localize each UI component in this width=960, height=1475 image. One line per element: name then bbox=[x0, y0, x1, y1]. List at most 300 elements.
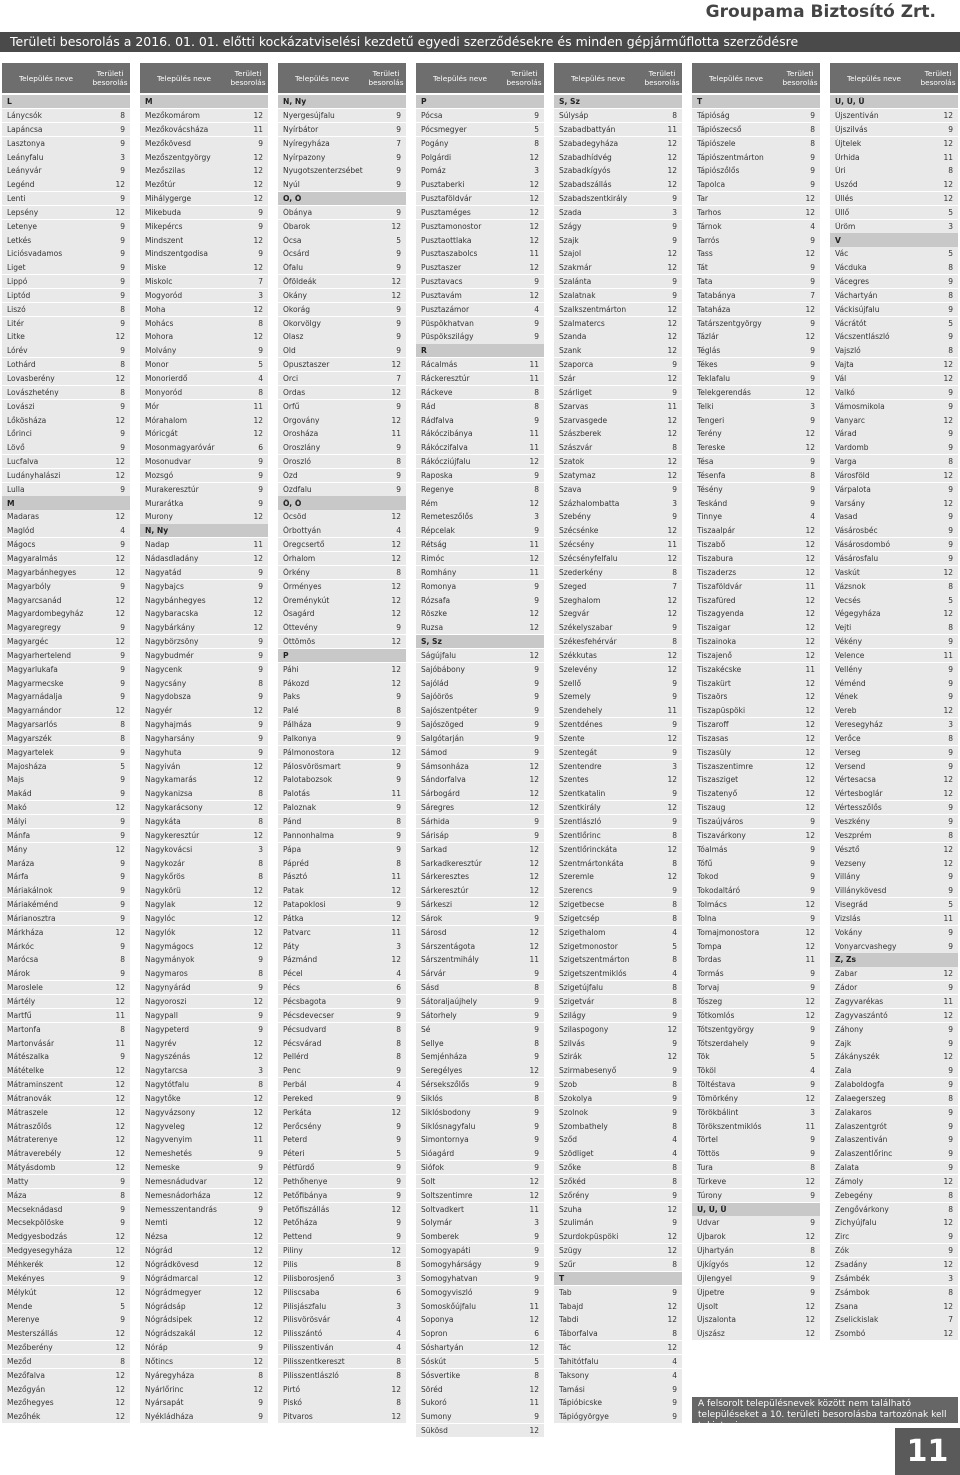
settlement-name: Tormás bbox=[697, 969, 724, 979]
territory-class: 9 bbox=[396, 124, 401, 134]
settlement-name: Tiszasziget bbox=[697, 775, 739, 785]
territory-class: 9 bbox=[810, 1149, 815, 1159]
table-row bbox=[692, 164, 820, 177]
territory-class: 12 bbox=[253, 235, 263, 245]
territory-class: 9 bbox=[396, 803, 401, 813]
table-row bbox=[830, 566, 958, 579]
table-row bbox=[2, 1369, 130, 1382]
territory-class: 12 bbox=[253, 1260, 263, 1270]
settlement-name: Letkés bbox=[7, 235, 32, 245]
settlement-name: Martonfa bbox=[7, 1024, 41, 1034]
territory-class: 9 bbox=[120, 900, 125, 910]
settlement-name: Nagylók bbox=[145, 927, 176, 937]
settlement-name: Zalaegerszeg bbox=[835, 1093, 886, 1103]
table-row bbox=[692, 386, 820, 399]
territory-class: 12 bbox=[667, 180, 677, 190]
territory-class: 9 bbox=[534, 720, 539, 730]
table-row bbox=[416, 1133, 544, 1146]
settlement-name: Mágocs bbox=[7, 540, 36, 550]
settlement-name: Szatymaz bbox=[559, 470, 596, 480]
territory-class: 12 bbox=[253, 110, 263, 120]
territory-class: 9 bbox=[810, 872, 815, 882]
table-row bbox=[554, 524, 682, 537]
settlement-name: Ópusztaszer bbox=[283, 360, 330, 370]
column-header bbox=[830, 63, 958, 93]
settlement-name: Zalaszentlőrinc bbox=[835, 1149, 893, 1159]
table-row bbox=[416, 1175, 544, 1188]
settlement-name: Szágy bbox=[559, 221, 582, 231]
settlement-name: Pécsbagota bbox=[283, 996, 327, 1006]
settlement-name: Magyarlukafa bbox=[7, 664, 58, 674]
settlement-name: Tiszasas bbox=[697, 733, 729, 743]
table-row bbox=[140, 538, 268, 551]
table-row bbox=[278, 1258, 406, 1271]
table-row bbox=[692, 649, 820, 662]
settlement-name: Rákócziújfalu bbox=[421, 457, 471, 467]
table-row bbox=[830, 690, 958, 703]
settlement-name: Lasztonya bbox=[7, 138, 45, 148]
settlement-name: Nagykáta bbox=[145, 817, 181, 827]
settlement-name: Tát bbox=[697, 263, 708, 273]
settlement-name: Szolnok bbox=[559, 1107, 589, 1117]
table-row bbox=[140, 676, 268, 689]
table-row bbox=[2, 732, 130, 745]
settlement-name: Teklafalu bbox=[697, 374, 731, 384]
table-row bbox=[692, 1078, 820, 1091]
table-row bbox=[140, 1355, 268, 1368]
settlement-name: Mályi bbox=[7, 817, 27, 827]
table-row bbox=[2, 621, 130, 634]
table-row bbox=[278, 1092, 406, 1105]
table-row bbox=[416, 1189, 544, 1202]
settlement-name: Palé bbox=[283, 706, 299, 716]
settlement-name: Tiszaroff bbox=[697, 720, 729, 730]
settlement-name: Paks bbox=[283, 692, 301, 702]
settlement-name: Pápa bbox=[283, 844, 302, 854]
table-row bbox=[140, 746, 268, 759]
settlement-name: Szentmártonkáta bbox=[559, 858, 624, 868]
territory-class: 9 bbox=[120, 443, 125, 453]
table-row bbox=[278, 400, 406, 413]
table-row bbox=[692, 607, 820, 620]
territory-class: 9 bbox=[258, 747, 263, 757]
table-row bbox=[554, 1009, 682, 1022]
territory-class: 9 bbox=[258, 581, 263, 591]
territory-class: 11 bbox=[391, 927, 401, 937]
table-row bbox=[140, 981, 268, 994]
territory-class: 9 bbox=[534, 1080, 539, 1090]
settlement-name: Újszász bbox=[697, 1329, 725, 1339]
table-row bbox=[554, 538, 682, 551]
territory-class: 8 bbox=[396, 457, 401, 467]
table-row bbox=[140, 123, 268, 136]
territory-class: 3 bbox=[258, 1066, 263, 1076]
table-row bbox=[416, 233, 544, 246]
settlement-name: Márkháza bbox=[7, 927, 44, 937]
territory-class: 9 bbox=[120, 692, 125, 702]
settlement-name: Nagykanizsa bbox=[145, 789, 193, 799]
settlement-name: Piskó bbox=[283, 1398, 303, 1408]
table-row bbox=[554, 386, 682, 399]
territory-class: 6 bbox=[396, 983, 401, 993]
letter-label: T bbox=[559, 1273, 565, 1283]
settlement-name: Pusztaszabolcs bbox=[421, 249, 478, 259]
territory-class: 8 bbox=[672, 637, 677, 647]
territory-class: 12 bbox=[667, 775, 677, 785]
table-row bbox=[278, 773, 406, 786]
settlement-name: Varga bbox=[835, 457, 857, 467]
table-row bbox=[278, 953, 406, 966]
table-row bbox=[692, 843, 820, 856]
settlement-name: Zalakaros bbox=[835, 1107, 872, 1117]
settlement-name: Nemesszentandrás bbox=[145, 1204, 217, 1214]
settlement-name: Tiszaigar bbox=[697, 623, 731, 633]
territory-class: 8 bbox=[672, 110, 677, 120]
territory-class: 12 bbox=[667, 415, 677, 425]
table-row bbox=[140, 787, 268, 800]
territory-class: 12 bbox=[391, 664, 401, 674]
settlement-name: Sámsonháza bbox=[421, 761, 469, 771]
territory-class: 9 bbox=[120, 277, 125, 287]
settlement-name: Peterd bbox=[283, 1135, 308, 1145]
table-row bbox=[554, 455, 682, 468]
table-row bbox=[416, 469, 544, 482]
territory-class: 4 bbox=[672, 1149, 677, 1159]
settlement-name: Várad bbox=[835, 429, 857, 439]
table-row bbox=[554, 1230, 682, 1243]
territory-class: 12 bbox=[115, 1093, 125, 1103]
table-row bbox=[416, 621, 544, 634]
territory-class: 9 bbox=[948, 1246, 953, 1256]
territory-class: 12 bbox=[943, 194, 953, 204]
settlement-name: Martonvásár bbox=[7, 1038, 55, 1048]
table-row bbox=[554, 1299, 682, 1312]
territory-class: 3 bbox=[534, 512, 539, 522]
territory-class: 9 bbox=[534, 1246, 539, 1256]
territory-class: 9 bbox=[120, 1315, 125, 1325]
table-row bbox=[416, 496, 544, 509]
settlement-name: Magyarsarlós bbox=[7, 720, 58, 730]
settlement-name: Somogyhatvan bbox=[421, 1273, 478, 1283]
settlement-name: Pettend bbox=[283, 1232, 312, 1242]
settlement-name: Öttevény bbox=[283, 623, 318, 633]
settlement-name: Ősagárd bbox=[283, 609, 315, 619]
table-row bbox=[692, 178, 820, 191]
territory-class: 9 bbox=[672, 1066, 677, 1076]
territory-class: 9 bbox=[810, 457, 815, 467]
table-row bbox=[140, 566, 268, 579]
table-row bbox=[140, 967, 268, 980]
settlement-name: Tiszasüly bbox=[697, 747, 732, 757]
territory-class: 8 bbox=[672, 996, 677, 1006]
table-row bbox=[278, 939, 406, 952]
table-row bbox=[2, 1355, 130, 1368]
territory-class: 8 bbox=[534, 1093, 539, 1103]
settlement-name: Zámoly bbox=[835, 1176, 864, 1186]
territory-class: 12 bbox=[805, 775, 815, 785]
settlement-name: Telekgerendás bbox=[697, 387, 751, 397]
territory-class: 9 bbox=[948, 540, 953, 550]
table-row bbox=[830, 164, 958, 177]
table-row bbox=[140, 760, 268, 773]
territory-class: 8 bbox=[810, 124, 815, 134]
territory-class: 9 bbox=[120, 1052, 125, 1062]
territory-class: 9 bbox=[396, 443, 401, 453]
territory-class: 5 bbox=[258, 360, 263, 370]
territory-class: 9 bbox=[258, 1343, 263, 1353]
table-row bbox=[140, 483, 268, 496]
territory-class: 9 bbox=[396, 152, 401, 162]
settlement-name: Méhkerék bbox=[7, 1260, 44, 1270]
territory-class: 11 bbox=[529, 1204, 539, 1214]
settlement-name: Szulimán bbox=[559, 1218, 594, 1228]
territory-class: 9 bbox=[534, 664, 539, 674]
table-row bbox=[140, 1036, 268, 1049]
table-row bbox=[278, 676, 406, 689]
territory-class: 9 bbox=[948, 1107, 953, 1117]
settlement-name: Sajószentpéter bbox=[421, 706, 478, 716]
settlement-name: Mezőfalva bbox=[7, 1370, 45, 1380]
settlement-name: Szabadszentkirály bbox=[559, 194, 628, 204]
table-row bbox=[692, 593, 820, 606]
territory-class: 7 bbox=[672, 581, 677, 591]
settlement-name: Városföld bbox=[835, 470, 870, 480]
territory-class: 12 bbox=[253, 1176, 263, 1186]
column-header bbox=[554, 63, 682, 93]
settlement-name: Patapoklosi bbox=[283, 900, 326, 910]
settlement-name: Medgyesegyháza bbox=[7, 1246, 73, 1256]
territory-class: 12 bbox=[253, 263, 263, 273]
table-row bbox=[416, 1355, 544, 1368]
settlement-name: Móricgát bbox=[145, 429, 178, 439]
territory-class: 9 bbox=[258, 221, 263, 231]
settlement-name: Szuha bbox=[559, 1204, 582, 1214]
table-row bbox=[140, 690, 268, 703]
table-row bbox=[2, 303, 130, 316]
settlement-name: Sajóbábony bbox=[421, 664, 465, 674]
territory-class: 12 bbox=[115, 1121, 125, 1131]
table-row bbox=[554, 289, 682, 302]
territory-class: 9 bbox=[810, 1024, 815, 1034]
territory-class: 9 bbox=[948, 1038, 953, 1048]
settlement-name: Üröm bbox=[835, 221, 856, 231]
territory-class: 8 bbox=[672, 913, 677, 923]
settlement-name: Ludányhalászi bbox=[7, 470, 61, 480]
settlement-name: Palotabozsok bbox=[283, 775, 333, 785]
settlement-name: Pátka bbox=[283, 913, 304, 923]
territory-class: 12 bbox=[115, 1412, 125, 1422]
table-row bbox=[416, 1327, 544, 1340]
settlement-name: Mezőhegyes bbox=[7, 1398, 54, 1408]
territory-class: 9 bbox=[948, 1149, 953, 1159]
territory-class: 3 bbox=[948, 720, 953, 730]
settlement-name: Túrony bbox=[697, 1190, 722, 1200]
table-row bbox=[2, 1341, 130, 1354]
table-row bbox=[416, 510, 544, 523]
settlement-name: Pécsvárad bbox=[283, 1038, 322, 1048]
table-row bbox=[416, 1369, 544, 1382]
territory-class: 5 bbox=[534, 124, 539, 134]
territory-class: 12 bbox=[391, 1204, 401, 1214]
table-row bbox=[692, 1272, 820, 1285]
territory-class: 9 bbox=[396, 996, 401, 1006]
table-row bbox=[554, 247, 682, 260]
territory-class: 7 bbox=[810, 290, 815, 300]
footnote-box: A felsorolt településnevek között nem található településeket a 10. területi besorolásba tartozónak kell tekinteni. bbox=[692, 1397, 958, 1423]
table-row bbox=[830, 1119, 958, 1132]
settlement-name: Mindszentgodisa bbox=[145, 249, 208, 259]
settlement-name: Somogyhárságy bbox=[421, 1260, 482, 1270]
table-row bbox=[554, 372, 682, 385]
territory-class: 12 bbox=[253, 1356, 263, 1366]
territory-class: 11 bbox=[391, 429, 401, 439]
territory-class: 12 bbox=[943, 609, 953, 619]
table-row bbox=[278, 330, 406, 343]
territory-class: 9 bbox=[258, 1204, 263, 1214]
settlement-name: Sukoró bbox=[421, 1398, 447, 1408]
table-row bbox=[554, 815, 682, 828]
territory-class: 8 bbox=[396, 1052, 401, 1062]
territory-class: 12 bbox=[667, 249, 677, 259]
settlement-name: Mátraverebély bbox=[7, 1149, 62, 1159]
territory-class: 9 bbox=[810, 1080, 815, 1090]
table-row bbox=[554, 995, 682, 1008]
table-row bbox=[278, 718, 406, 731]
table-row bbox=[554, 1341, 682, 1354]
territory-class: 9 bbox=[120, 235, 125, 245]
table-row bbox=[2, 1272, 130, 1285]
table-row bbox=[416, 649, 544, 662]
settlement-name: Nógrádmarcal bbox=[145, 1273, 199, 1283]
settlement-name: Nagyveleg bbox=[145, 1121, 185, 1131]
territory-class: 9 bbox=[396, 1163, 401, 1173]
settlement-name: Pilisjászfalu bbox=[283, 1301, 327, 1311]
settlement-name: Váchartyán bbox=[835, 290, 878, 300]
settlement-name: Mezőszentgyörgy bbox=[145, 152, 211, 162]
settlement-name: Perőcsény bbox=[283, 1121, 322, 1131]
settlement-name: Orfű bbox=[283, 401, 300, 411]
territory-class: 12 bbox=[253, 886, 263, 896]
settlement-name: Újlengyel bbox=[697, 1273, 732, 1283]
settlement-name: Vácrátót bbox=[835, 318, 867, 328]
settlement-name: Vokány bbox=[835, 927, 863, 937]
table-row bbox=[692, 275, 820, 288]
territory-class: 4 bbox=[534, 304, 539, 314]
territory-class: 9 bbox=[396, 304, 401, 314]
settlement-name: Pécel bbox=[283, 969, 303, 979]
territory-class: 12 bbox=[805, 567, 815, 577]
territory-class: 9 bbox=[810, 858, 815, 868]
territory-class: 9 bbox=[396, 318, 401, 328]
settlement-name: Letenye bbox=[7, 221, 38, 231]
settlement-name: Monor bbox=[145, 360, 169, 370]
table-row bbox=[554, 981, 682, 994]
territory-class: 11 bbox=[667, 540, 677, 550]
settlement-name: Vének bbox=[835, 692, 858, 702]
territory-class: 12 bbox=[805, 553, 815, 563]
territory-class: 4 bbox=[120, 526, 125, 536]
settlement-name: Sé bbox=[421, 1024, 431, 1034]
territory-class: 12 bbox=[253, 1093, 263, 1103]
letter-heading bbox=[2, 95, 130, 108]
table-row bbox=[140, 1064, 268, 1077]
table-row bbox=[830, 1050, 958, 1063]
settlement-name: Molvány bbox=[145, 346, 177, 356]
table-row bbox=[830, 455, 958, 468]
settlement-name: Szabadegyháza bbox=[559, 138, 619, 148]
table-row bbox=[2, 1106, 130, 1119]
settlement-name: Üllő bbox=[835, 207, 850, 217]
table-row bbox=[554, 109, 682, 122]
table-row bbox=[140, 663, 268, 676]
territory-class: 9 bbox=[534, 1052, 539, 1062]
table-row bbox=[2, 566, 130, 579]
table-row bbox=[554, 1106, 682, 1119]
territory-class: 9 bbox=[120, 138, 125, 148]
table-row bbox=[830, 607, 958, 620]
territory-class: 12 bbox=[253, 927, 263, 937]
territory-class: 12 bbox=[667, 166, 677, 176]
territory-class: 9 bbox=[120, 1204, 125, 1214]
territory-class: 9 bbox=[120, 678, 125, 688]
territory-class: 9 bbox=[810, 498, 815, 508]
settlement-name: Törtel bbox=[697, 1135, 718, 1145]
settlement-name: Tiszatenyő bbox=[697, 789, 738, 799]
table-row bbox=[140, 884, 268, 897]
table-row bbox=[140, 455, 268, 468]
territory-class: 3 bbox=[810, 401, 815, 411]
table-row bbox=[2, 192, 130, 205]
settlement-name: Szada bbox=[559, 207, 582, 217]
settlement-name: Oroszló bbox=[283, 457, 311, 467]
territory-class: 9 bbox=[258, 692, 263, 702]
settlement-name: Márok bbox=[7, 969, 30, 979]
table-row bbox=[2, 1078, 130, 1091]
territory-class: 12 bbox=[253, 1287, 263, 1297]
table-row bbox=[140, 856, 268, 869]
territory-class: 5 bbox=[120, 761, 125, 771]
table-row bbox=[416, 1258, 544, 1271]
table-row bbox=[2, 884, 130, 897]
header-value-label: Területi besorolás bbox=[92, 69, 128, 87]
settlement-name: Szabadszállás bbox=[559, 180, 612, 190]
settlement-name: Szederkény bbox=[559, 567, 603, 577]
settlement-name: Rimóc bbox=[421, 553, 445, 563]
territory-class: 12 bbox=[115, 1287, 125, 1297]
settlement-name: Lenti bbox=[7, 194, 26, 204]
settlement-name: Mohora bbox=[145, 332, 174, 342]
settlement-name: Nagyiván bbox=[145, 761, 181, 771]
territory-class: 12 bbox=[943, 969, 953, 979]
settlement-name: Vácduka bbox=[835, 263, 867, 273]
table-row bbox=[278, 635, 406, 648]
table-row bbox=[554, 344, 682, 357]
territory-class: 12 bbox=[667, 595, 677, 605]
settlement-name: Tolmács bbox=[697, 900, 727, 910]
territory-class: 12 bbox=[943, 470, 953, 480]
territory-class: 9 bbox=[396, 110, 401, 120]
table-row bbox=[140, 801, 268, 814]
settlement-name: Liget bbox=[7, 263, 26, 273]
territory-class: 9 bbox=[258, 498, 263, 508]
territory-class: 9 bbox=[948, 872, 953, 882]
settlement-name: Murony bbox=[145, 512, 173, 522]
territory-class: 12 bbox=[391, 581, 401, 591]
territory-class: 12 bbox=[805, 761, 815, 771]
table-row bbox=[278, 1244, 406, 1257]
settlement-name: Szirmabesenyő bbox=[559, 1066, 617, 1076]
territory-class: 12 bbox=[529, 761, 539, 771]
